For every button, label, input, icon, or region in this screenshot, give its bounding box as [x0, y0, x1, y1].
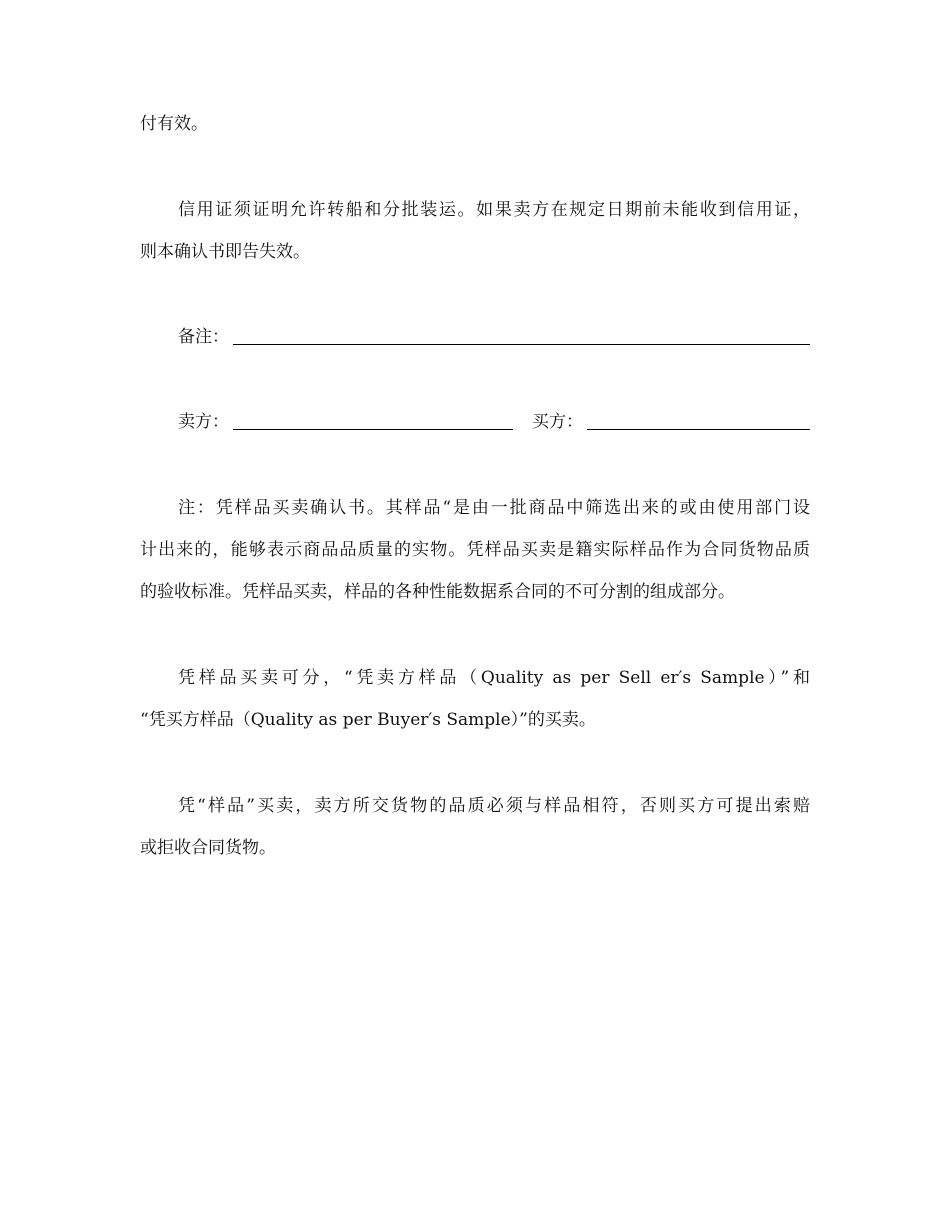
remarks-label: 备注： [178, 327, 229, 347]
buyer-signature-line[interactable] [587, 429, 810, 430]
remarks-blank-line[interactable] [233, 344, 810, 345]
sample-types-line-1: 凭样品买卖可分，“凭卖方样品（Quality as per Sell er′s Sample）”和 [178, 668, 810, 688]
seller-signature-line[interactable] [233, 429, 513, 430]
seller-label: 卖方： [178, 412, 229, 432]
quality-paragraph-line-2: 或拒收合同货物。 [140, 838, 276, 858]
lc-paragraph-line-2: 则本确认书即告失效。 [140, 242, 310, 262]
note-paragraph-line-3: 的验收标准。凭样品买卖，样品的各种性能数据系合同的不可分割的组成部分。 [140, 582, 735, 602]
lc-paragraph-line-1: 信用证须证明允许转船和分批装运。如果卖方在规定日期前未能收到信用证， [178, 200, 810, 220]
paragraph-tail-line: 付有效。 [140, 114, 208, 134]
note-paragraph-line-2: 计出来的，能够表示商品品质量的实物。凭样品买卖是籍实际样品作为合同货物品质 [140, 540, 810, 560]
note-paragraph-line-1: 注：凭样品买卖确认书。其样品“是由一批商品中筛选出来的或由使用部门设 [178, 498, 810, 518]
sample-types-line-2: “凭买方样品（Quality as per Buyer′s Sample）”的买卖。 [140, 710, 596, 730]
quality-paragraph-line-1: 凭“样品”买卖，卖方所交货物的品质必须与样品相符，否则买方可提出索赔 [178, 796, 810, 816]
buyer-label: 买方： [532, 412, 583, 432]
